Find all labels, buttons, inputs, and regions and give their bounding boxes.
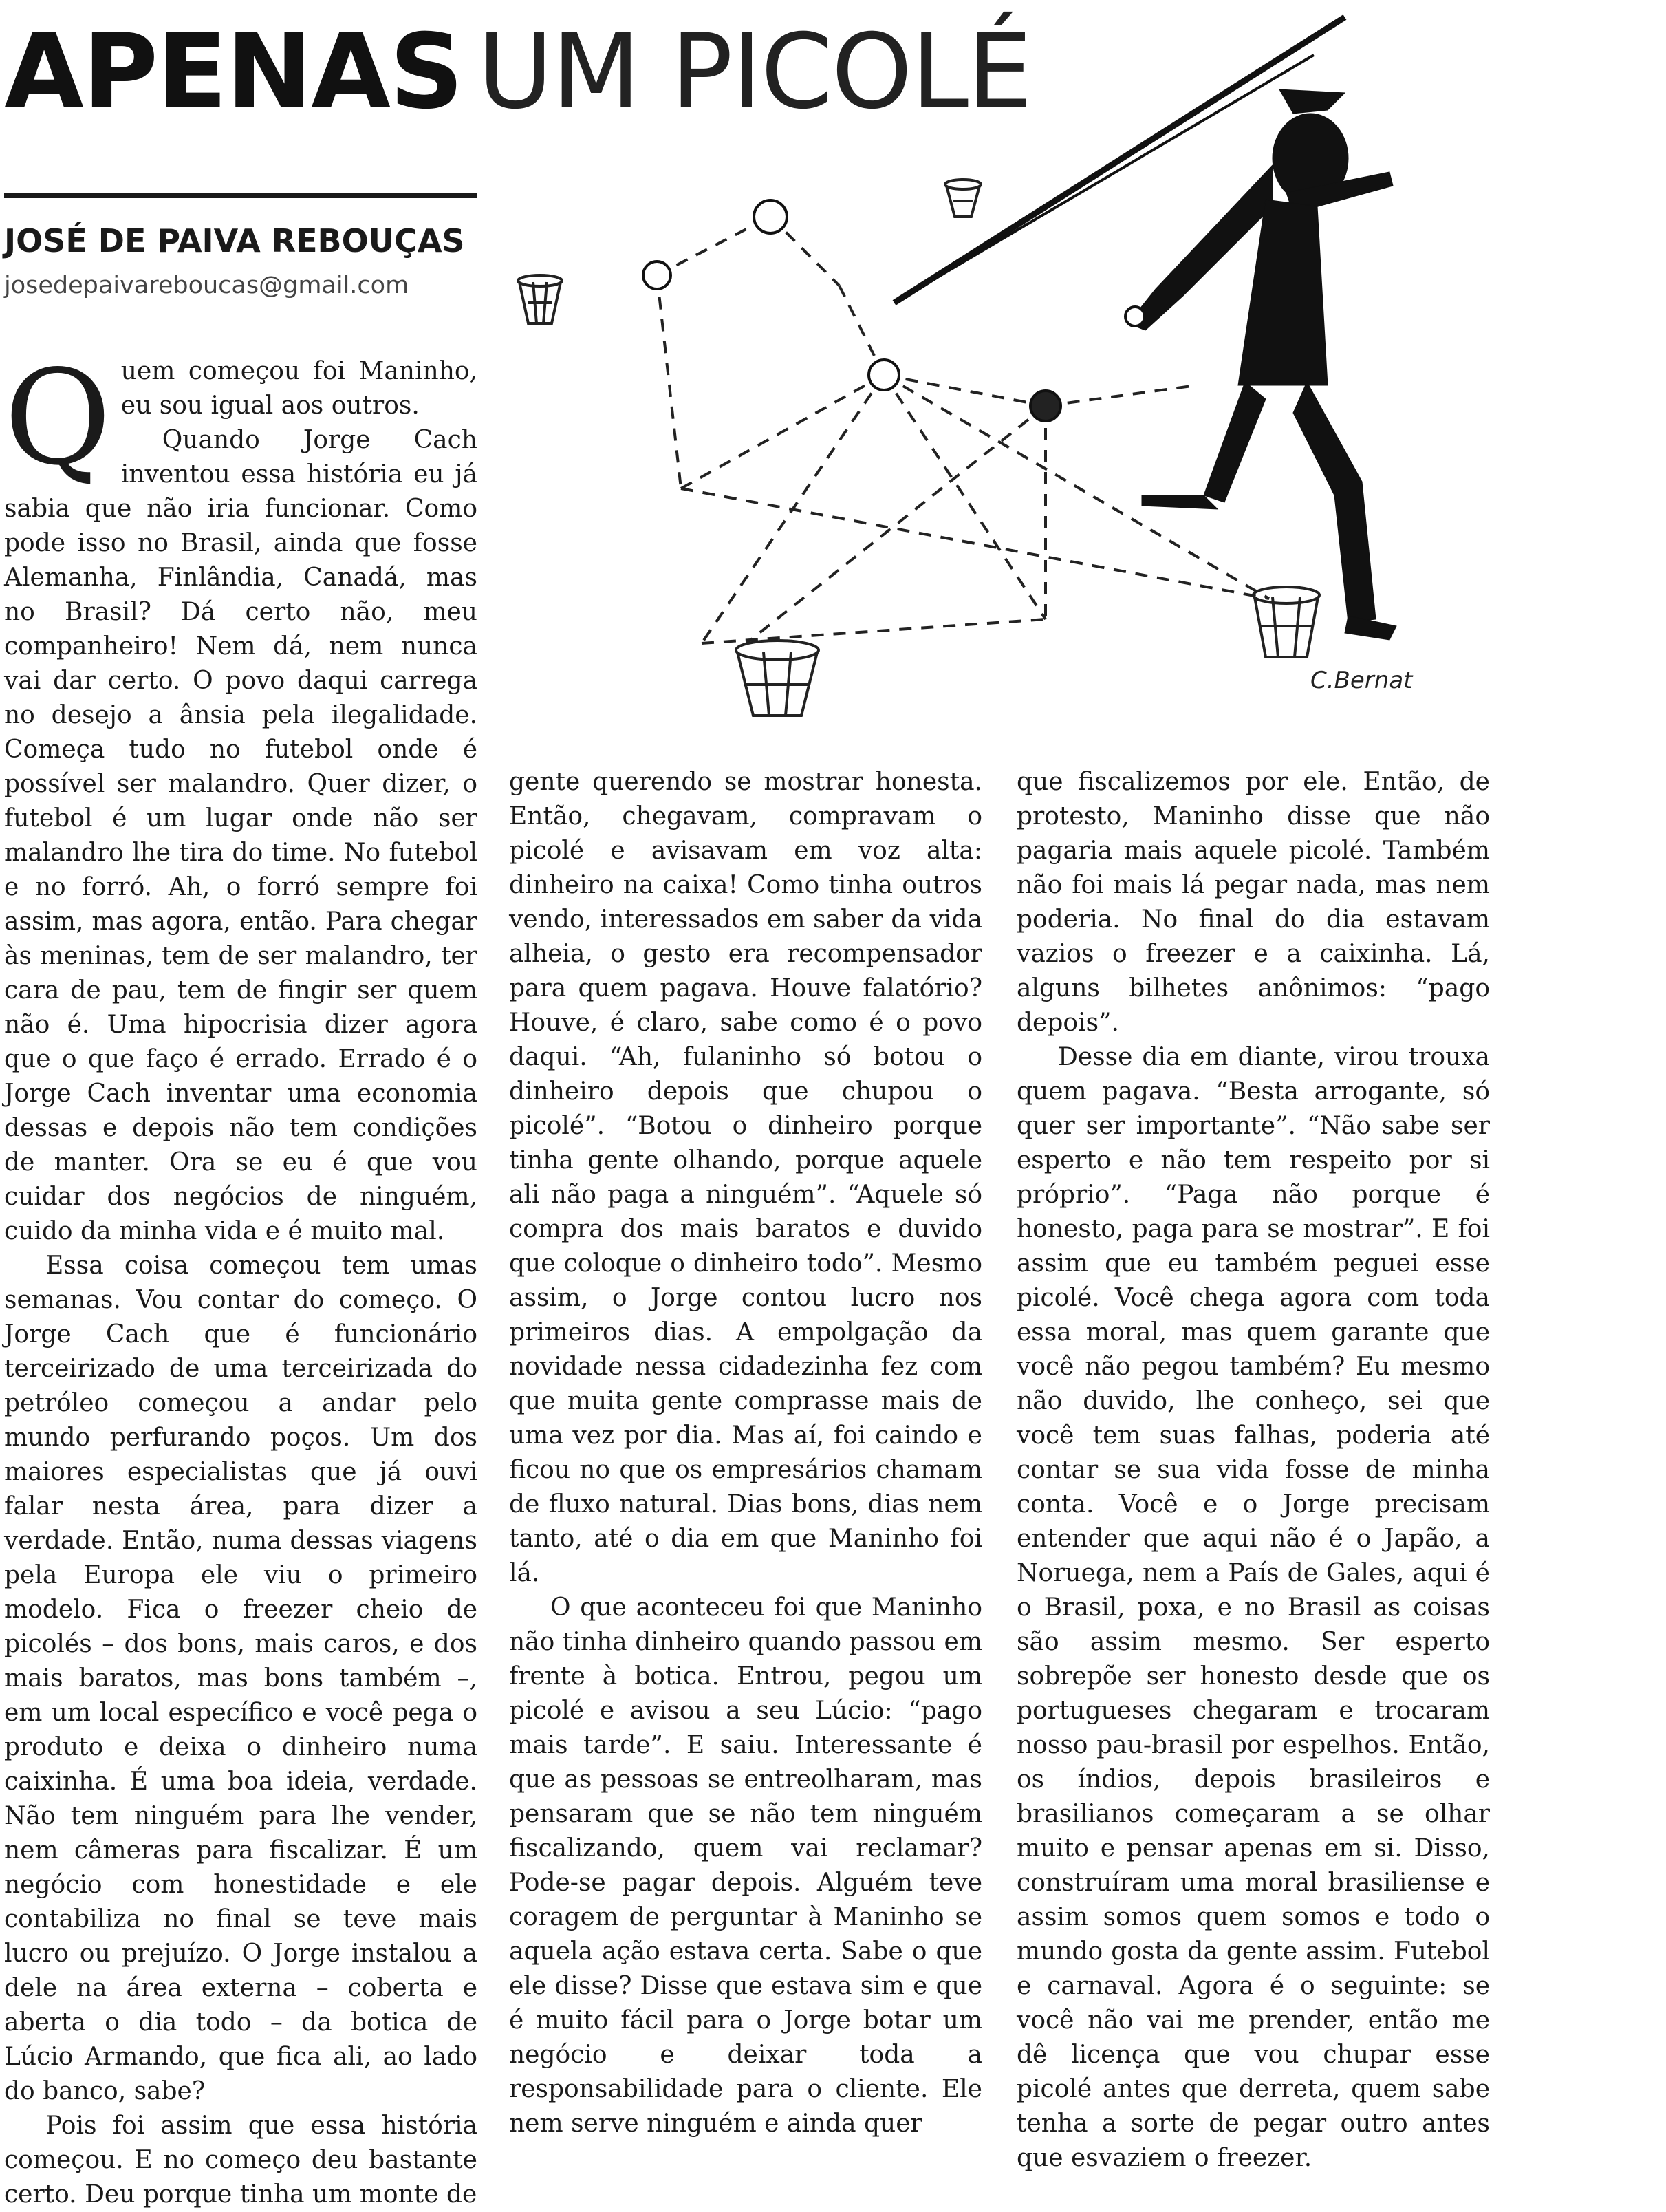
paragraph: uem começou foi Maninho, eu sou igual aos outros. bbox=[120, 357, 477, 420]
illustration bbox=[509, 0, 1506, 743]
paragraph: gente querendo se mostrar honesta. Então, chegavam, compravam o picolé e avisavam em voz alta: dinheiro na caixa! Como tinha outros vendo, interessados em saber da vida alheia, o gesto era recompensador para quem pagava. Houve falatório? Houve, é claro, sabe como é o povo daqui. “Ah, fulaninho só botou o dinheiro depois que chupou o picolé”. “Botou o dinheiro porque tinha gente olhando, porque aquele ali não paga a ninguém”. “Aquele só compra dos mais baratos e duvido que coloque o dinheiro todo”. Mesmo assim, o Jorge contou lucro nos primeiros dias. A empolgação da novidade nessa cidadezinha fez com que muita gente comprasse mais de uma vez por dia. Mas aí, foi caindo e ficou no que os empresários chamam de fluxo natural. Dias bons, dias nem tanto, até o dia em que Maninho foi lá. bbox=[509, 768, 982, 1587]
paragraph: Quando Jorge Cach inventou essa história eu já sabia que não iria funcionar. Como pode isso no Brasil, ainda que fosse Alemanha, Finlândia, Canadá, mas no Brasil? Dá certo não, meu companheiro! Nem dá, nem nunca vai dar certo. O povo daqui carrega no desejo a ânsia pela ilegalidade. Começa tudo no futebol onde é possível ser malandro. Quer dizer, o futebol é um lugar onde não ser malandro lhe tira do time. No futebol e no forró. Ah, o forró sempre foi assim, mas agora, então. Para chegar às meninas, tem de ser malandro, ter cara de pau, tem de fingir ser quem não é. Uma hipocrisia dizer agora que o que faço é errado. Errado é o Jorge Cach inventar uma economia dessas e depois não tem condições de manter. Ora se eu é que vou cuidar dos negócios de ninguém, cuido da minha vida e é muito mal. bbox=[4, 426, 477, 1245]
drop-cap: Q bbox=[4, 342, 111, 494]
illustration-signature: C.Bernat bbox=[1310, 667, 1413, 694]
header-rule bbox=[4, 193, 477, 198]
article-column-2 bbox=[509, 765, 982, 2138]
article-column-1 bbox=[4, 342, 477, 2209]
figure-with-pole bbox=[894, 17, 1396, 640]
headline-light: UM PICOLÉ bbox=[477, 12, 1031, 132]
paragraph: Desse dia em diante, virou trouxa quem pagava. “Besta arrogante, só quer ser importante”. “Não sabe ser esperto e não tem respeito por si próprio”. “Paga não porque é honesto, paga para se mostrar”. E foi assim que eu também peguei esse picolé. Você chega agora com toda essa moral, mas quem garante que você não pegou também? Eu mesmo não duvido, lhe conheço, sei que você tem suas falhas, poderia até contar se sua vida fosse de minha conta. Você e o Jorge precisam entender que aqui não é o Japão, a Noruega, nem a País de Gales, aqui é o Brasil, poxa, e no Brasil as coisas são assim mesmo. Ser esperto sobrepõe ser honesto desde que os portugueses chegaram e trocaram nosso pau-brasil por espelhos. Então, os índios, depois brasileiros e brasilianos começaram a se olhar muito e pensar apenas em si. Disso, construíram uma moral brasiliense e assim somos quem somos e todo o mundo gosta da gente assim. Futebol e carnaval. Agora é o seguinte: se você não vai me prender, então me dê licença que vou chupar esse picolé antes que derreta, quem sabe tenha a sorte de pegar outro antes que esvaziem o freezer. bbox=[1017, 1043, 1490, 2172]
paragraph: O que aconteceu foi que Maninho não tinha dinheiro quando passou em frente à botica. Entrou, pegou um picolé e avisou a seu Lúcio: “pago mais tarde”. E saiu. Interessante é que as pessoas se entreolharam, mas pensaram que se não tem ninguém fiscalizando, quem vai reclamar? Pode-se pagar depois. Alguém teve coragem de perguntar à Maninho se aquela ação estava certa. Sabe o que ele disse? Disse que estava sim e que é muito fácil para o Jorge botar um negócio e deixar toda a responsabilidade para o cliente. Ele nem serve ninguém e ainda quer bbox=[509, 1593, 982, 2138]
article-column-3 bbox=[1017, 765, 1490, 2172]
paragraph: Essa coisa começou tem umas semanas. Vou contar do começo. O Jorge Cach que é funcionário terceirizado de uma terceirizada do petróleo começou a andar pelo mundo perfurando poços. Um dos maiores especialistas que já ouvi falar nesta área, para dizer a verdade. Então, numa dessas viagens pela Europa ele viu o primeiro modelo. Fica o freezer cheio de picolés – dos bons, mais caros, e dos mais baratos, mas bons também –, em um local específico e você pega o produto e deixa o dinheiro numa caixinha. É uma boa ideia, verdade. Não tem ninguém para lhe vender, nem câmeras para fiscalizar. É um negócio com honestidade e ele contabiliza no final se teve mais lucro ou prejuízo. O Jorge instalou a dele na área externa – coberta e aberta o dia todo – da botica de Lúcio Armando, que fica ali, ao lado do banco, sabe? bbox=[4, 1252, 477, 2105]
paragraph: que fiscalizemos por ele. Então, de protesto, Maninho disse que não pagaria mais aquele picolé. Também não foi mais lá pegar nada, mas nem poderia. No final do dia estavam vazios o freezer e a caixinha. Lá, alguns bilhetes anônimos: “pago depois”. bbox=[1017, 768, 1490, 1037]
headline-bold: APENAS bbox=[4, 12, 463, 132]
author-email: josedepaivareboucas@gmail.com bbox=[4, 272, 409, 299]
author-name: JOSÉ DE PAIVA REBOUÇAS bbox=[4, 222, 465, 259]
paragraph: Pois foi assim que essa história começou. E no começo deu bastante certo. Deu porque tinha um monte de bbox=[4, 2112, 477, 2209]
